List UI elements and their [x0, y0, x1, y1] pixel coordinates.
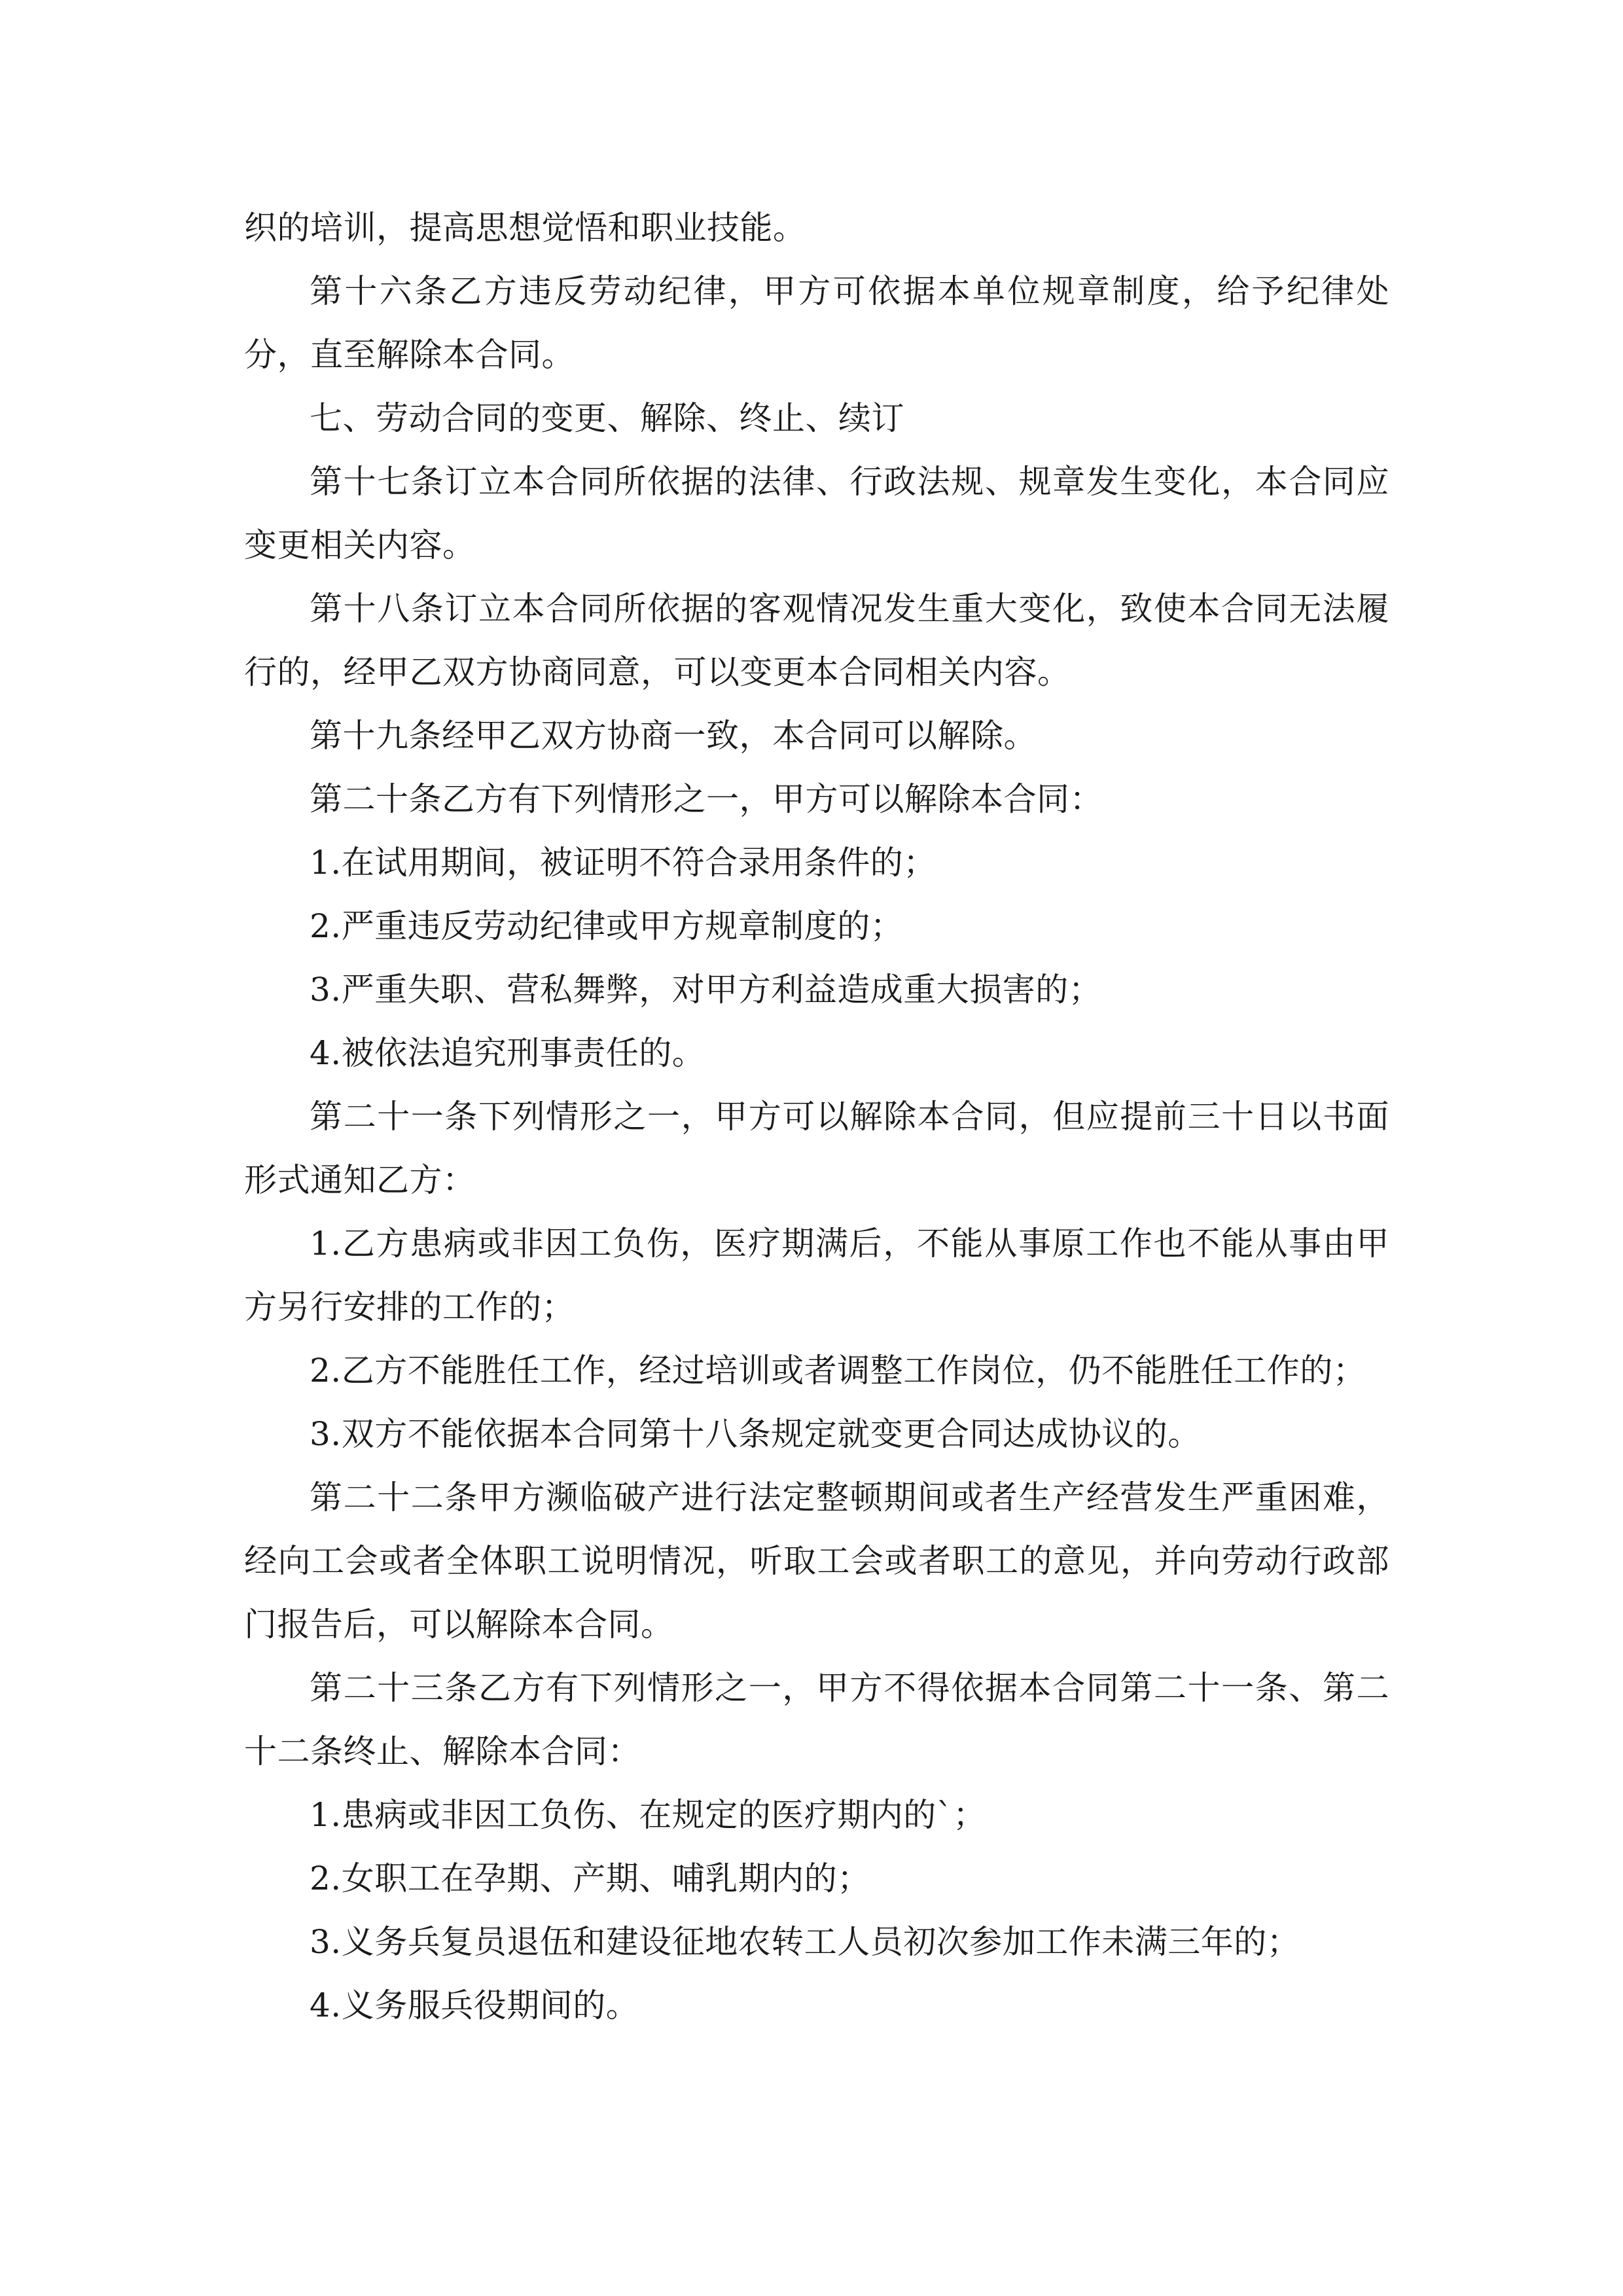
article-20-item-1: 1.在试用期间，被证明不符合录用条件的；: [310, 844, 936, 882]
section-heading-7: 七、劳动合同的变更、解除、终止、续订: [310, 399, 904, 437]
article-16: 第十六条乙方违反劳动纪律，甲方可依据本单位规章制度，给予纪律处分，直至解除本合同。: [244, 272, 1389, 374]
article-23-item-3: 3.义务兵复员退伍和建设征地农转工人员初次参加工作未满三年的；: [310, 1923, 1300, 1961]
paragraph-continuation: 织的培训，提高思想觉悟和职业技能。: [244, 209, 806, 247]
article-20: 第二十条乙方有下列情形之一，甲方可以解除本合同：: [310, 780, 1103, 818]
article-21: 第二十一条下列情形之一，甲方可以解除本合同，但应提前三十日以书面形式通知乙方：: [244, 1098, 1389, 1199]
article-19: 第十九条经甲乙双方协商一致，本合同可以解除。: [310, 717, 1037, 755]
article-21-item-1: 1.乙方患病或非因工负伤，医疗期满后，不能从事原工作也不能从事由甲方另行安排的工作的；: [244, 1225, 1389, 1326]
article-23-item-2: 2.女职工在孕期、产期、哺乳期内的；: [310, 1859, 870, 1897]
article-23-item-1: 1.患病或非因工负伤、在规定的医疗期内的`；: [310, 1796, 986, 1834]
article-23-item-4: 4.义务服兵役期间的。: [310, 1986, 639, 2024]
article-21-item-3: 3.双方不能依据本合同第十八条规定就变更合同达成协议的。: [310, 1415, 1201, 1453]
article-21-item-2: 2.乙方不能胜任工作，经过培训或者调整工作岗位，仍不能胜任工作的；: [310, 1352, 1366, 1390]
document-body: [244, 196, 1389, 2037]
article-20-item-3: 3.严重失职、营私舞弊，对甲方利益造成重大损害的；: [310, 971, 1102, 1009]
article-17: 第十七条订立本合同所依据的法律、行政法规、规章发生变化，本合同应变更相关内容。: [244, 463, 1389, 564]
article-18: 第十八条订立本合同所依据的客观情况发生重大变化，致使本合同无法履行的，经甲乙双方协商同意，可以变更本合同相关内容。: [244, 590, 1389, 691]
article-20-item-2: 2.严重违反劳动纪律或甲方规章制度的；: [310, 907, 904, 945]
article-20-item-4: 4.被依法追究刑事责任的。: [310, 1034, 705, 1072]
article-22: 第二十二条甲方濒临破产进行法定整顿期间或者生产经营发生严重困难，经向工会或者全体职工说明情况，听取工会或者职工的意见，并向劳动行政部门报告后，可以解除本合同。: [244, 1479, 1389, 1643]
article-23: 第二十三条乙方有下列情形之一，甲方不得依据本合同第二十一条、第二十二条终止、解除本合同：: [244, 1669, 1389, 1770]
